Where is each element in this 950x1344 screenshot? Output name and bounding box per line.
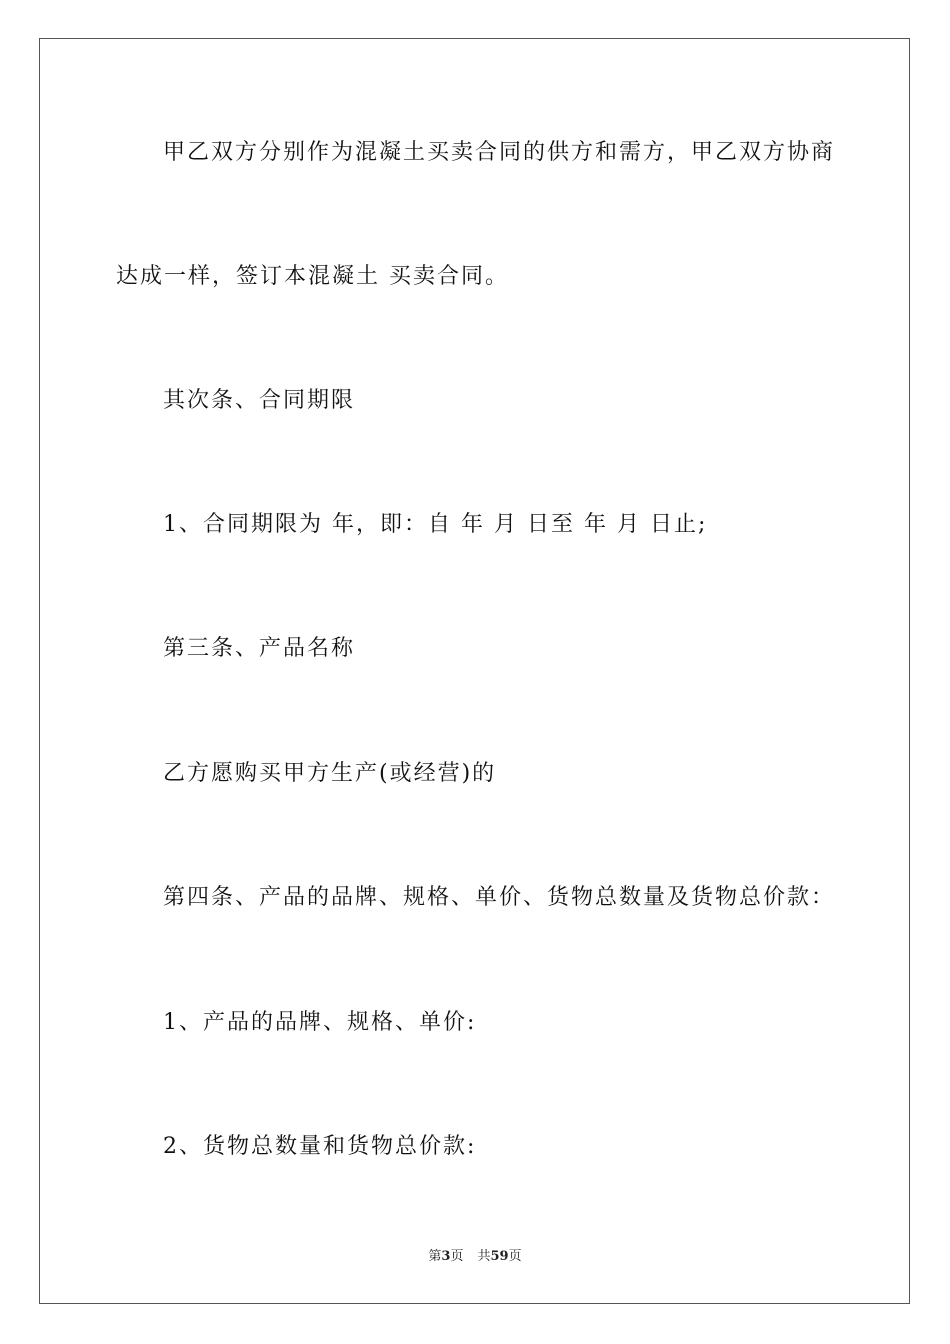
- paragraph-intro-continued: 达成一样，签订本混凝土 买卖合同。: [116, 264, 509, 289]
- clause-brand-spec-price: 1、产品的品牌、规格、单价:: [163, 1010, 477, 1035]
- clause-product-name: 乙方愿购买甲方生产(或经营)的: [163, 761, 497, 786]
- heading-article-4: 第四条、产品的品牌、规格、单价、货物总数量及货物总价款：: [163, 885, 836, 910]
- page-frame: [39, 38, 910, 1304]
- total-pages: 59: [490, 1249, 509, 1264]
- page-suffix: 页: [450, 1249, 464, 1264]
- page-number: 3: [441, 1249, 451, 1264]
- page-prefix: 第: [428, 1249, 442, 1264]
- clause-contract-term: 1、合同期限为 年，即：自 年 月 日至 年 月 日止;: [163, 512, 708, 537]
- clause-total-quantity-price: 2、货物总数量和货物总价款:: [163, 1134, 477, 1159]
- heading-article-2: 其次条、合同期限: [163, 388, 356, 413]
- total-suffix: 页: [508, 1249, 522, 1264]
- heading-article-3: 第三条、产品名称: [163, 636, 356, 661]
- page-footer: [0, 1245, 950, 1264]
- paragraph-intro: 甲乙双方分别作为混凝土买卖合同的供方和需方，甲乙双方协商: [163, 140, 836, 165]
- total-prefix: 共: [477, 1249, 491, 1264]
